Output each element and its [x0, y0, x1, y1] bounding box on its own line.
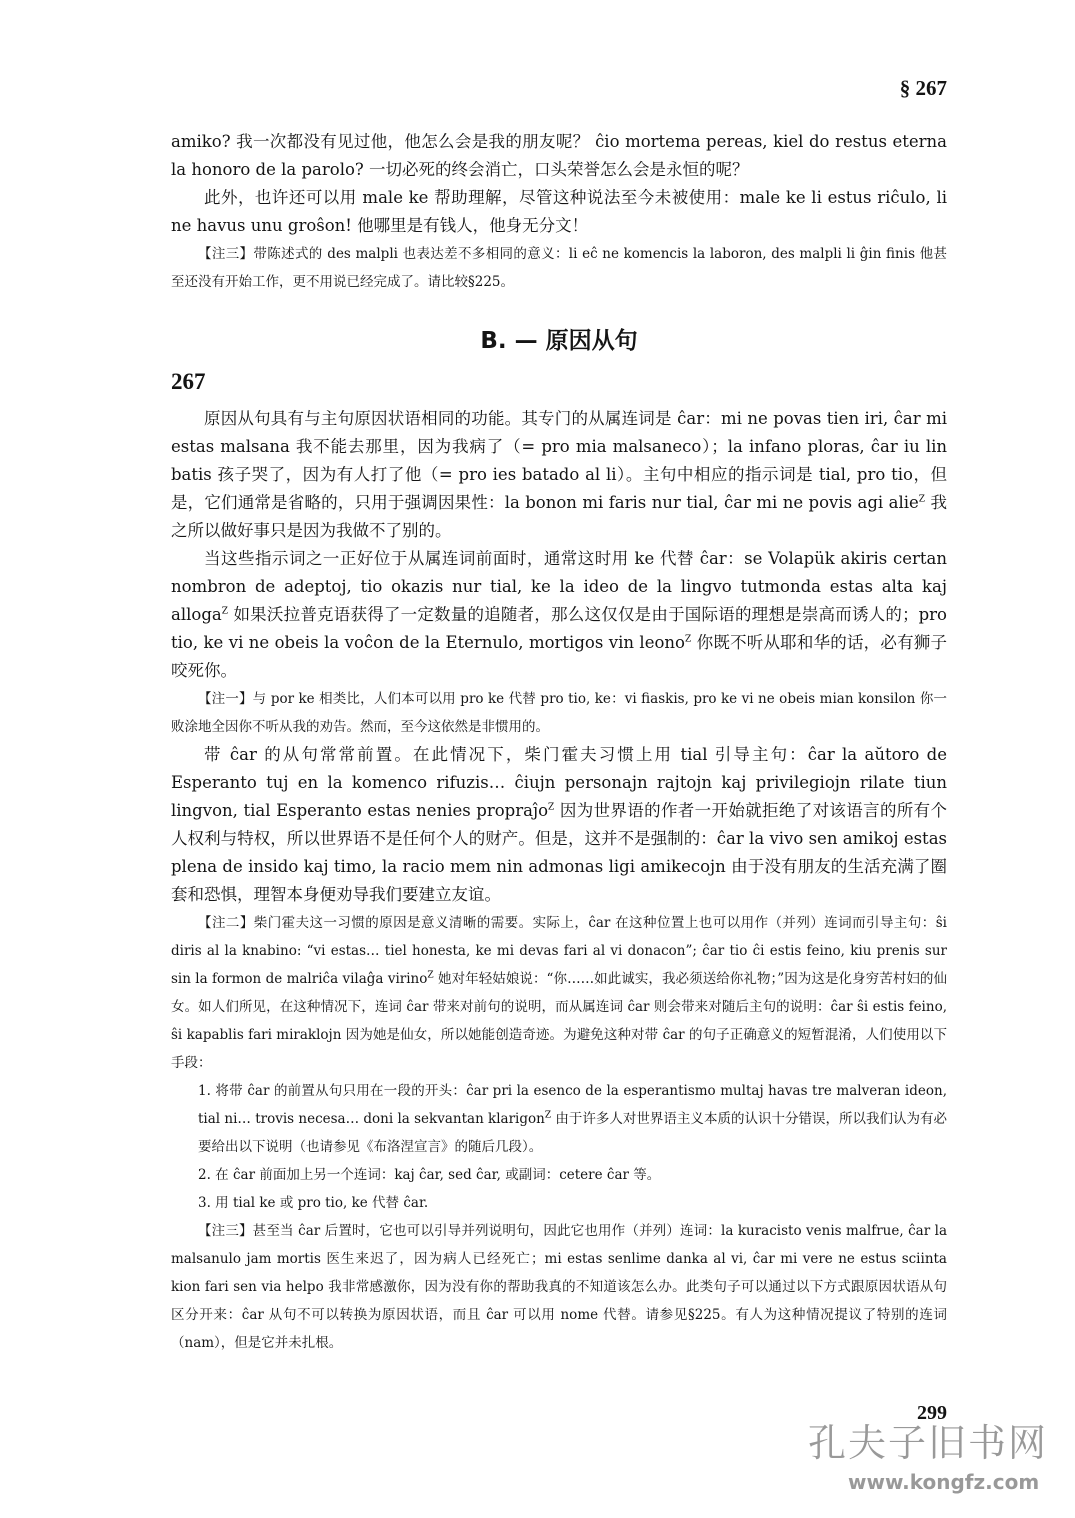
note-text: 【注二】柴门霍夫这一习惯的原因是意义清晰的需要。实际上，ĉar 在这种位置上也可以用作（并列）连词而引导主句：ŝi diris al la knabino: “vi estas… tiel honesta, ke mi devas fari al vi donacon”; ĉar tio ĉi estis feino, kiu prenis sur sin la formon de malriĉa vilaĝa virino	[171, 915, 947, 987]
paragraph	[171, 405, 947, 545]
zamenhof-source-mark: Z	[918, 494, 926, 505]
list-text: 由于许多人对世界语主义本质的认识十分错误，所以我们认为有必要给出以下说明（也请参见《布洛涅宣言》的随后几段）。	[198, 1111, 947, 1155]
page-body	[171, 128, 947, 1357]
note-paragraph: 【注一】与 por ke 相类比，人们本可以用 pro ke 代替 pro tio, ke：vi fiaskis, pro ke vi ne obeis mian konsilon 你一败涂地全因你不听从我的劝告。然而，至今这依然是非惯用的。	[171, 691, 947, 735]
zamenhof-source-mark: Z	[427, 970, 434, 981]
paragraph-text: 如果沃拉普克语获得了一定数量的追随者，那么这仅仅是由于国际语的理想是崇高而诱人的；pro tio, ke vi ne obeis la voĉon de la Eternulo, mortigos vin leono	[171, 605, 947, 652]
list-item: 2. 在 ĉar 前面加上另一个连词：kaj ĉar, sed ĉar, 或副词：cetere ĉar 等。	[198, 1167, 661, 1183]
paragraph	[171, 545, 947, 685]
paragraph-text: 当这些指示词之一正好位于从属连词前面时，通常这时用 ke 代替 ĉar：se Volapük akiris certan nombron de adeptoj, tio okazis nur tial, ke la ideo de la lingvo tutmonda estas alta kaj alloga	[171, 549, 947, 624]
list-item	[171, 1077, 947, 1161]
running-header-section: § 267	[899, 76, 947, 100]
section-heading: B. — 原因从句	[480, 328, 638, 354]
zamenhof-source-mark: Z	[684, 634, 692, 645]
paragraph-text: 带 ĉar 的从句常常前置。在此情况下，柴门霍夫习惯上用 tial 引导主句：ĉar la aŭtoro de Esperanto tuj en la komenco rifuzis… ĉiujn personajn rajtojn kaj privilegiojn rilate tiun lingvon, tial Esperanto estas nenies propraĵo	[171, 745, 947, 820]
paragraph-number: 267	[171, 369, 206, 394]
paragraph	[171, 741, 947, 909]
list-text: 1. 将带 ĉar 的前置从句只用在一段的开头：ĉar pri la esenco de la esperantismo multaj havas tre malveran ideon, tial ni… trovis necesa… doni la sekvantan klarigon	[198, 1083, 947, 1127]
zamenhof-source-mark: Z	[221, 606, 228, 617]
paragraph-text: 你既不听从耶和华的话，必有狮子咬死你。	[171, 633, 947, 680]
note-paragraph: 【注三】带陈述式的 des malpli 也表达差不多相同的意义：li eĉ ne komencis la laboron, des malpli li ĝin finis 他甚至还没有开始工作，更不用说已经完成了。请比较§225。	[171, 246, 947, 290]
page-number: 299	[917, 1402, 947, 1424]
paragraph-text: 因为世界语的作者一开始就拒绝了对该语言的所有个人权利与特权，所以世界语不是任何个人的财产。但是，这并不是强制的：ĉar la vivo sen amikoj estas plena de insido kaj timo, la racio mem nin admonas ligi amikecojn 由于没有朋友的生活充满了圈套和恐惧，理智本身便劝导我们要建立友谊。	[171, 801, 948, 904]
paragraph-text: 原因从句具有与主句原因状语相同的功能。其专门的从属连词是 ĉar：mi ne povas tien iri, ĉar mi estas malsana 我不能去那里，因为我病了（= pro mia malsaneco）；la infano ploras, ĉar iu lin batis 孩子哭了，因为有人打了他（= pro ies batado al li）。主句中相应的指示词是 tial, pro tio，但是，它们通常是省略的，只用于强调因果性：la bonon mi faris nur tial, ĉar mi ne povis agi alie	[171, 409, 947, 512]
note-text: 她对年轻姑娘说：“你……如此诚实，我必须送给你礼物；”因为这是化身穷苦村妇的仙女。如人们所见，在这种情况下，连词 ĉar 带来对前句的说明，而从属连词 ĉar 则会带来对随后主句的说明：ĉar ŝi estis feino, ŝi kapablis fari miraklojn 因为她是仙女，所以她能创造奇迹。为避免这种对带 ĉar 的句子正确意义的短暂混淆，人们使用以下手段：	[171, 971, 947, 1071]
paragraph-text: 我之所以做好事只是因为我做不了别的。	[171, 493, 947, 540]
note-paragraph: 【注三】甚至当 ĉar 后置时，它也可以引导并列说明句，因此它也用作（并列）连词：la kuracisto venis malfrue, ĉar la malsanulo jam mortis 医生来迟了，因为病人已经死亡；mi estas senlime danka al vi, ĉar mi vere ne estus sciinta kion fari sen via helpo 我非常感激你，因为没有你的帮助我真的不知道该怎么办。此类句子可以通过以下方式跟原因状语从句区分开来：ĉar 从句不可以转换为原因状语，而且 ĉar 可以用 nome 代替。请参见§225。有人为这种情况提议了特别的连词（nam），但是它并未扎根。	[171, 1223, 947, 1351]
list-item: 3. 用 tial ke 或 pro tio, ke 代替 ĉar.	[198, 1195, 429, 1211]
note-paragraph	[171, 909, 947, 1077]
zamenhof-source-mark: Z	[548, 802, 555, 813]
watermark-logo-text: 孔夫子旧书网	[808, 1421, 1049, 1465]
zamenhof-source-mark: Z	[544, 1110, 552, 1121]
paragraph: 此外，也许还可以用 male ke 帮助理解，尽管这种说法至今未被使用：male ke li estus riĉulo, li ne havus unu groŝon! 他哪里是有钱人，他身无分文！	[171, 188, 947, 235]
book-page	[171, 0, 947, 1518]
watermark-url: www.kongfz.com	[848, 1470, 1040, 1494]
paragraph-continued: amiko? 我一次都没有见过他，他怎么会是我的朋友呢？ ĉio mortema pereas, kiel do restus eterna la honoro de la parolo? 一切必死的终会消亡，口头荣誉怎么会是永恒的呢？	[171, 132, 947, 179]
